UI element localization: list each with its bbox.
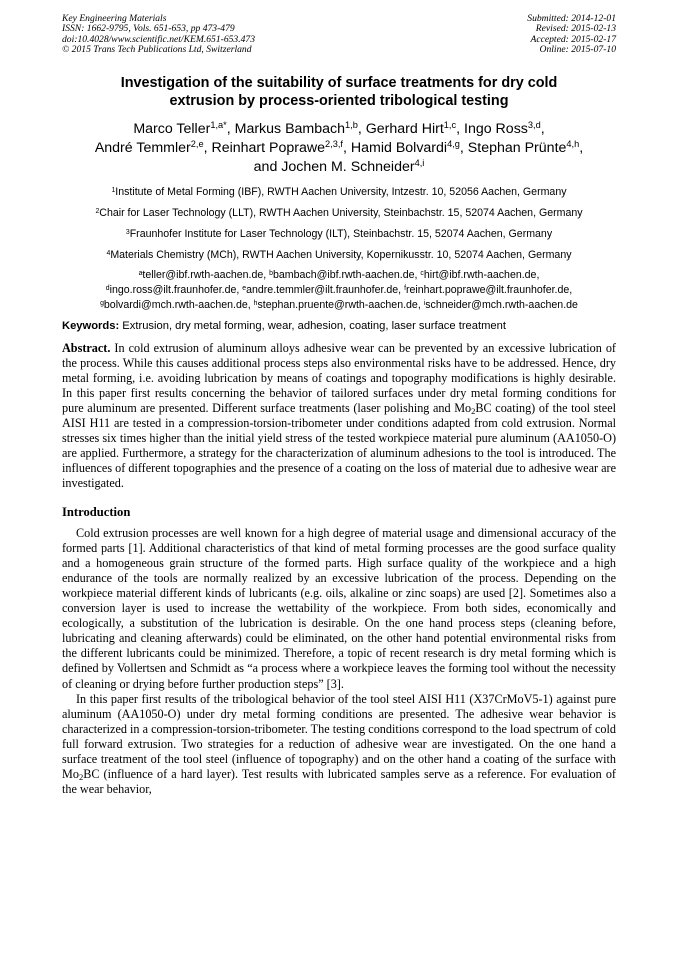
author: Stephan Prünte$^{4,h}$ (467, 139, 580, 156)
keywords (62, 319, 616, 334)
affiliation: $^1$Institute of Metal Forming (IBF), RWTH Aachen University, Intzestr. 10, 52056 Aachen, Germany (111, 185, 567, 198)
affiliation: $^2$Chair for Laser Technology (LLT), RWTH Aachen University, Steinbachstr. 15, 52074 Aachen, Germany (95, 206, 583, 219)
email-address[interactable]: $^e$andre.temmler@ilt.fraunhofer.de (242, 283, 399, 296)
keywords-text: Extrusion, dry metal forming, wear, adhesion, coating, laser surface treatment (119, 319, 506, 332)
running-header (62, 14, 616, 56)
author-line: André Temmler$^{2,e}$, Reinhart Poprawe$^{2,3,f}$, Hamid Bolvardi$^{4,g}$, Stephan Prünte$^{4,h}$, (94, 139, 584, 156)
email-line: $^a$teller@ibf.rwth-aachen.de, $^b$bambach@ibf.rwth-aachen.de, $^c$hirt@ibf.rwth-aachen.de, (138, 268, 540, 281)
email-address[interactable]: $^f$reinhart.poprawe@ilt.fraunhofer.de (404, 283, 570, 296)
title-line: extrusion by process-oriented tribological testing (169, 92, 509, 109)
author: Hamid Bolvardi$^{4,g}$ (350, 139, 460, 156)
title-line: Investigation of the suitability of surface treatments for dry cold (120, 74, 558, 91)
author: Ingo Ross$^{3,d}$ (464, 120, 541, 137)
author: Jochen M. Schneider$^{4,i}$ (281, 158, 425, 175)
author: Marco Teller$^{1,a*}$ (133, 120, 227, 137)
email-address[interactable]: $^c$hirt@ibf.rwth-aachen.de (420, 268, 537, 281)
affiliation: $^3$Fraunhofer Institute for Laser Technology (ILT), Steinbachstr. 15, 52074 Aachen, Germany (125, 227, 553, 240)
journal-name: Key Engineering Materials (62, 13, 167, 24)
paragraph: In this paper first results of the tribological behavior of the tool steel AISI H11 (X37CrMoV5-1) against pure aluminum (AA1050-O) under dry metal forming conditions are presented. The adhesive wear behavior is characterized in a compression-torsion-tribometer. The testing conditions correspond to the load spectrum of cold full forward extrusion. Two strategies for a reduction of adhesive wear are investigated. On the one hand a surface treatment of the tool steel (influence of topography) and on the other hand a coating of the surface with $Mo_2BC$ (influence of a hard layer). Test results with lubricated samples serve as a reference. For evaluation of the wear behavior, (62, 691, 616, 797)
email-address[interactable]: $^g$bolvardi@mch.rwth-aachen.de (100, 298, 248, 311)
online-date: Online: 2015-07-10 (539, 44, 616, 56)
issn-line: ISSN: 1662-9795, Vols. 651-653, pp 473-479 (62, 23, 235, 35)
paper-title (62, 74, 616, 110)
publication-info (62, 14, 255, 56)
section-heading: Introduction (62, 504, 131, 519)
publication-dates (527, 14, 616, 56)
email-address[interactable]: $^d$ingo.ross@ilt.fraunhofer.de (105, 283, 237, 296)
author-list (62, 120, 616, 177)
author: André Temmler$^{2,e}$ (94, 139, 204, 156)
author: Reinhart Poprawe$^{2,3,f}$ (211, 139, 343, 156)
abstract: Abstract. In cold extrusion of aluminum alloys adhesive wear can be prevented by an excessive lubrication of the process. While this causes additional process steps also environmental risks have to be addressed. Hence, dry metal forming, i.e. avoiding lubrication by means of coatings and topography modifications is highly desirable. In this paper first results concerning the behavior of tailored surfaces under dry metal forming conditions for pure aluminum are presented. Different surface treatments (laser polishing and $Mo_2BC$ coating) of the tool steel AISI H11 are tested in a compression-torsion-tribometer under conditions adapted from cold extrusion. Normal stresses six times higher than the initial yield stress of the tested workpiece material pure aluminum (AA1050-O) are applied. Furthermore, a strategy for the characterization of aluminum adhesions to the tool is introduced. The influences of different topographies and the presence of a coating on the loss of material due to adhesive wear are investigated. (62, 340, 616, 491)
email-address[interactable]: $^h$stephan.pruente@rwth-aachen.de (253, 298, 418, 311)
email-list (62, 268, 616, 313)
submitted-date: Submitted: 2014-12-01 (527, 13, 616, 24)
email-address[interactable]: $^a$teller@ibf.rwth-aachen.de (138, 268, 264, 281)
author-line: Marco Teller$^{1,a*}$, Markus Bambach$^{1,b}$, Gerhard Hirt$^{1,c}$, Ingo Ross$^{3,d}$, (133, 120, 545, 137)
author: Markus Bambach$^{1,b}$ (234, 120, 358, 137)
email-line: $^g$bolvardi@mch.rwth-aachen.de, $^h$stephan.pruente@rwth-aachen.de, $^i$schneider@mch.rwth-aachen.de (100, 298, 578, 311)
paragraph: Cold extrusion processes are well known for a high degree of material usage and dimensional accuracy of the formed parts [1]. Additional characteristics of that kind of metal forming processes are the good surface quality and a homogeneous grain structure of the formed parts. High surface quality of the workpiece and a high endurance of the tools are normally realized by an excessive lubrication of the process. Depending on the workpiece material different kinds of lubricants (e.g. oils, alkaline or zinc soaps) are used [2]. Sometimes also a conversion layer is used to increase the wettability of the workpiece. From both sides, economically and ecologically, a substitution of the lubrication is desirable. On the one hand process steps (cleaning before, lubricating and cleaning afterwards) could be eliminated, on the other hand potential environmental risks from the different lubricants could be minimized. Therefore, a topic of recent research is dry metal forming which is defined by Vollertsen and Schmidt as “a process where a workpiece leaves the forming tool without the necessity of cleaning or drying before further production steps” [3]. (62, 525, 616, 691)
copyright-line: © 2015 Trans Tech Publications Ltd, Switzerland (62, 44, 252, 56)
abstract-label: Abstract. (62, 340, 111, 355)
email-address[interactable]: $^i$schneider@mch.rwth-aachen.de (423, 298, 578, 311)
doi-line: doi:10.4028/www.scientific.net/KEM.651-653.473 (62, 33, 256, 45)
author-line: and Jochen M. Schneider$^{4,i}$ (253, 158, 425, 175)
email-line: $^d$ingo.ross@ilt.fraunhofer.de, $^e$andre.temmler@ilt.fraunhofer.de, $^f$reinhart.poprawe@ilt.fraunhofer.de, (105, 283, 573, 296)
keywords-label: Keywords: (62, 319, 120, 332)
author: Gerhard Hirt$^{1,c}$ (365, 120, 457, 137)
email-address[interactable]: $^b$bambach@ibf.rwth-aachen.de (269, 268, 415, 281)
introduction-body (62, 526, 616, 798)
affiliation: $^4$Materials Chemistry (MCh), RWTH Aachen University, Kopernikusstr. 10, 52074 Aachen, Germany (106, 248, 572, 261)
revised-date: Revised: 2015-02-13 (535, 23, 616, 35)
accepted-date: Accepted: 2015-02-17 (530, 33, 616, 45)
